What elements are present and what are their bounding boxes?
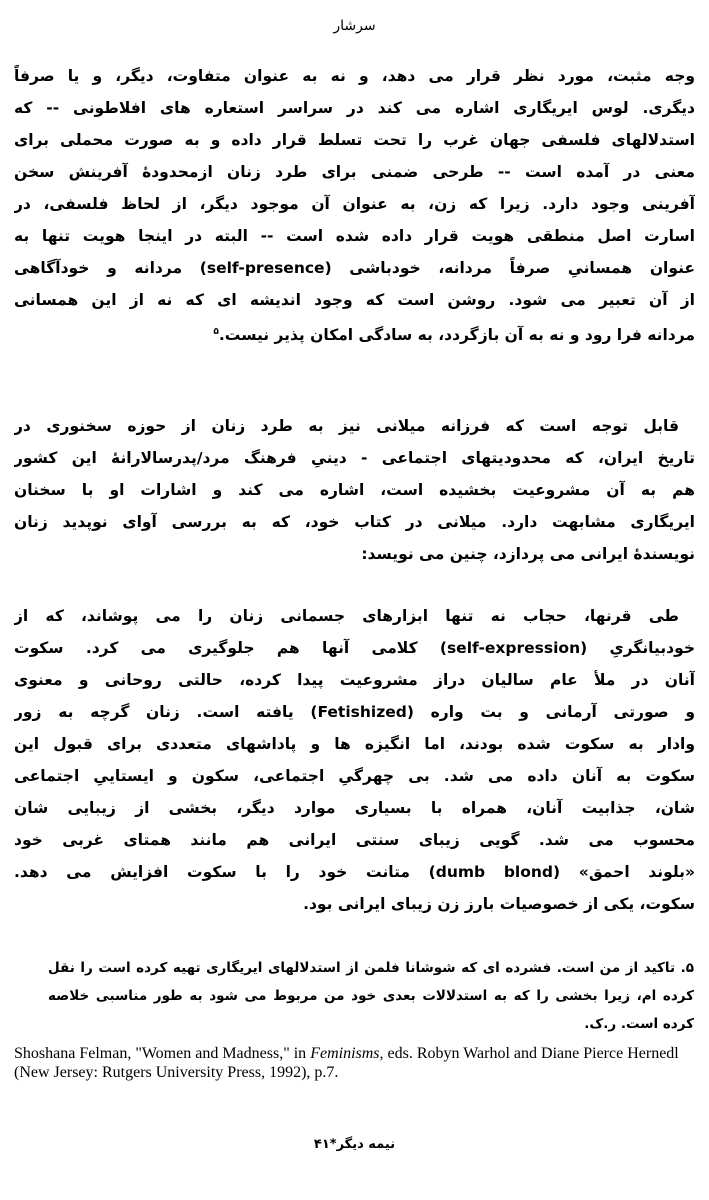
- text-line: اسارت اصل منطقی هویت قرار داده شده است -- البته در اینجا هویت تنها به: [14, 227, 695, 245]
- text-line: وادار به سکوت شده بودند، اما انگیزه ها و پاداشهای متعددی برای قبول این: [14, 735, 695, 753]
- text-line: طی قرنها، حجاب نه تنها ابزارهای جسمانی زنان را می پوشاند، که از: [14, 607, 679, 625]
- footnote-line: کرده ام، زیرا بخشی را که به استدلالات بعدی خود من مربوط می شود به طور مناسبی خلاصه: [48, 988, 694, 1004]
- text-line: محسوب می شد. گویی زیبای سنتی ایرانی هم مانند همتای غربی خود: [14, 831, 695, 849]
- citation-title: Feminisms: [310, 1045, 380, 1062]
- text-line: هم به آن مشروعیت بخشیده است، اشاره می کند و اشارات او با سخنان: [14, 481, 695, 499]
- text-line: آنان در ملأ عام سالیان دراز مشروعیت پیدا کرده، حالتی روحانی و معنوی: [14, 671, 695, 689]
- running-header: سرشار: [333, 18, 376, 34]
- citation: [14, 1044, 694, 1082]
- page-footer: نیمه دیگر*۴۱: [313, 1137, 396, 1152]
- text-line: وجه مثبت، مورد نظر قرار می دهد، و نه به عنوان متفاوت، دیگر، و یا صرفاً: [14, 67, 695, 85]
- text-line: «بلوند احمق» (dumb blond) متانت خود را با سکوت افزایش می دهد.: [14, 863, 695, 881]
- text-line: سکوت، یکی از خصوصیات بارز زن زیبای ایرانی بود.: [303, 895, 695, 913]
- text-line: شان، جذابیت آنان، همراه با بسیاری موارد دیگر، بخشی از زیبایی شان: [14, 799, 695, 817]
- text-line: و صورتی آرمانی و بت واره (Fetishized) یافته است. زنان گرچه به زور: [14, 703, 695, 721]
- text-line: آفرینی وجود دارد. زیرا که زن، به عنوان آن موجود دیگر، از لحاظ فلسفی، در: [14, 195, 695, 213]
- text-line-content: مردانه فرا رود و نه به آن بازگردد، به سادگی امکان پذیر نیست.: [218, 326, 695, 345]
- footnote-marker: ۵: [213, 327, 219, 337]
- text-line: دیگری. لوس ایریگاری اشاره می کند در سراسر استعاره های افلاطونی -- که: [14, 99, 695, 117]
- text-line: خودبیانگریِ (self-expression) کلامی آنها هم جلوگیری می کرد. سکوت: [14, 639, 695, 657]
- text-line: معنی در آمده است -- طرحی ضمنی برای طرد زنان ازمحدودهٔ آفرینش سخن: [14, 163, 695, 181]
- text-line: [14, 316, 695, 348]
- text-line: تاریخ ایران، که محدودیتهای اجتماعی - دینیِ فرهنگ مرد/پدرسالارانهٔ این کشور: [14, 449, 695, 467]
- text-line: عنوان همسانیِ صرفاً مردانه، خودباشی (self-presence) مردانه و خودآگاهی: [14, 259, 695, 277]
- footnote-line: ۵. تاکید از من است. فشرده ای که شوشانا فلمن از استدلالهای ایریگاری تهیه کرده است را نقل: [48, 960, 694, 976]
- footnote-line: کرده است. ر.ک.: [584, 1016, 694, 1032]
- text-line: ایریگاری مشابهت دارد. میلانی در کتاب خود، که به بررسی آوای نوپدید زنان: [14, 513, 695, 531]
- text-line: نویسندهٔ ایرانی می پردازد، چنین می نویسد:: [361, 545, 695, 563]
- citation-text: , eds. Robyn Warhol and Diane Pierce Hernedl (New Jersey: Rutgers University Press, 1992), p.7.: [14, 1045, 679, 1081]
- citation-text: Shoshana Felman, "Women and Madness," in: [14, 1045, 311, 1062]
- text-line: سکوت به آنان داده می شد. بی چهرگیِ اجتماعی، سکون و ایستاییِ اجتماعی: [14, 767, 695, 785]
- text-line: قابل توجه است که فرزانه میلانی نیز به طرد زنان از حوزه سخنوری در: [14, 417, 679, 435]
- text-line: از آن تعبیر می شود. روشن است که وجود اندیشه ای که نه از این همسانی: [14, 291, 695, 309]
- text-line: استدلالهای فلسفی جهان غرب را تحت تسلط قرار داده و به صورت محملی برای: [14, 131, 695, 149]
